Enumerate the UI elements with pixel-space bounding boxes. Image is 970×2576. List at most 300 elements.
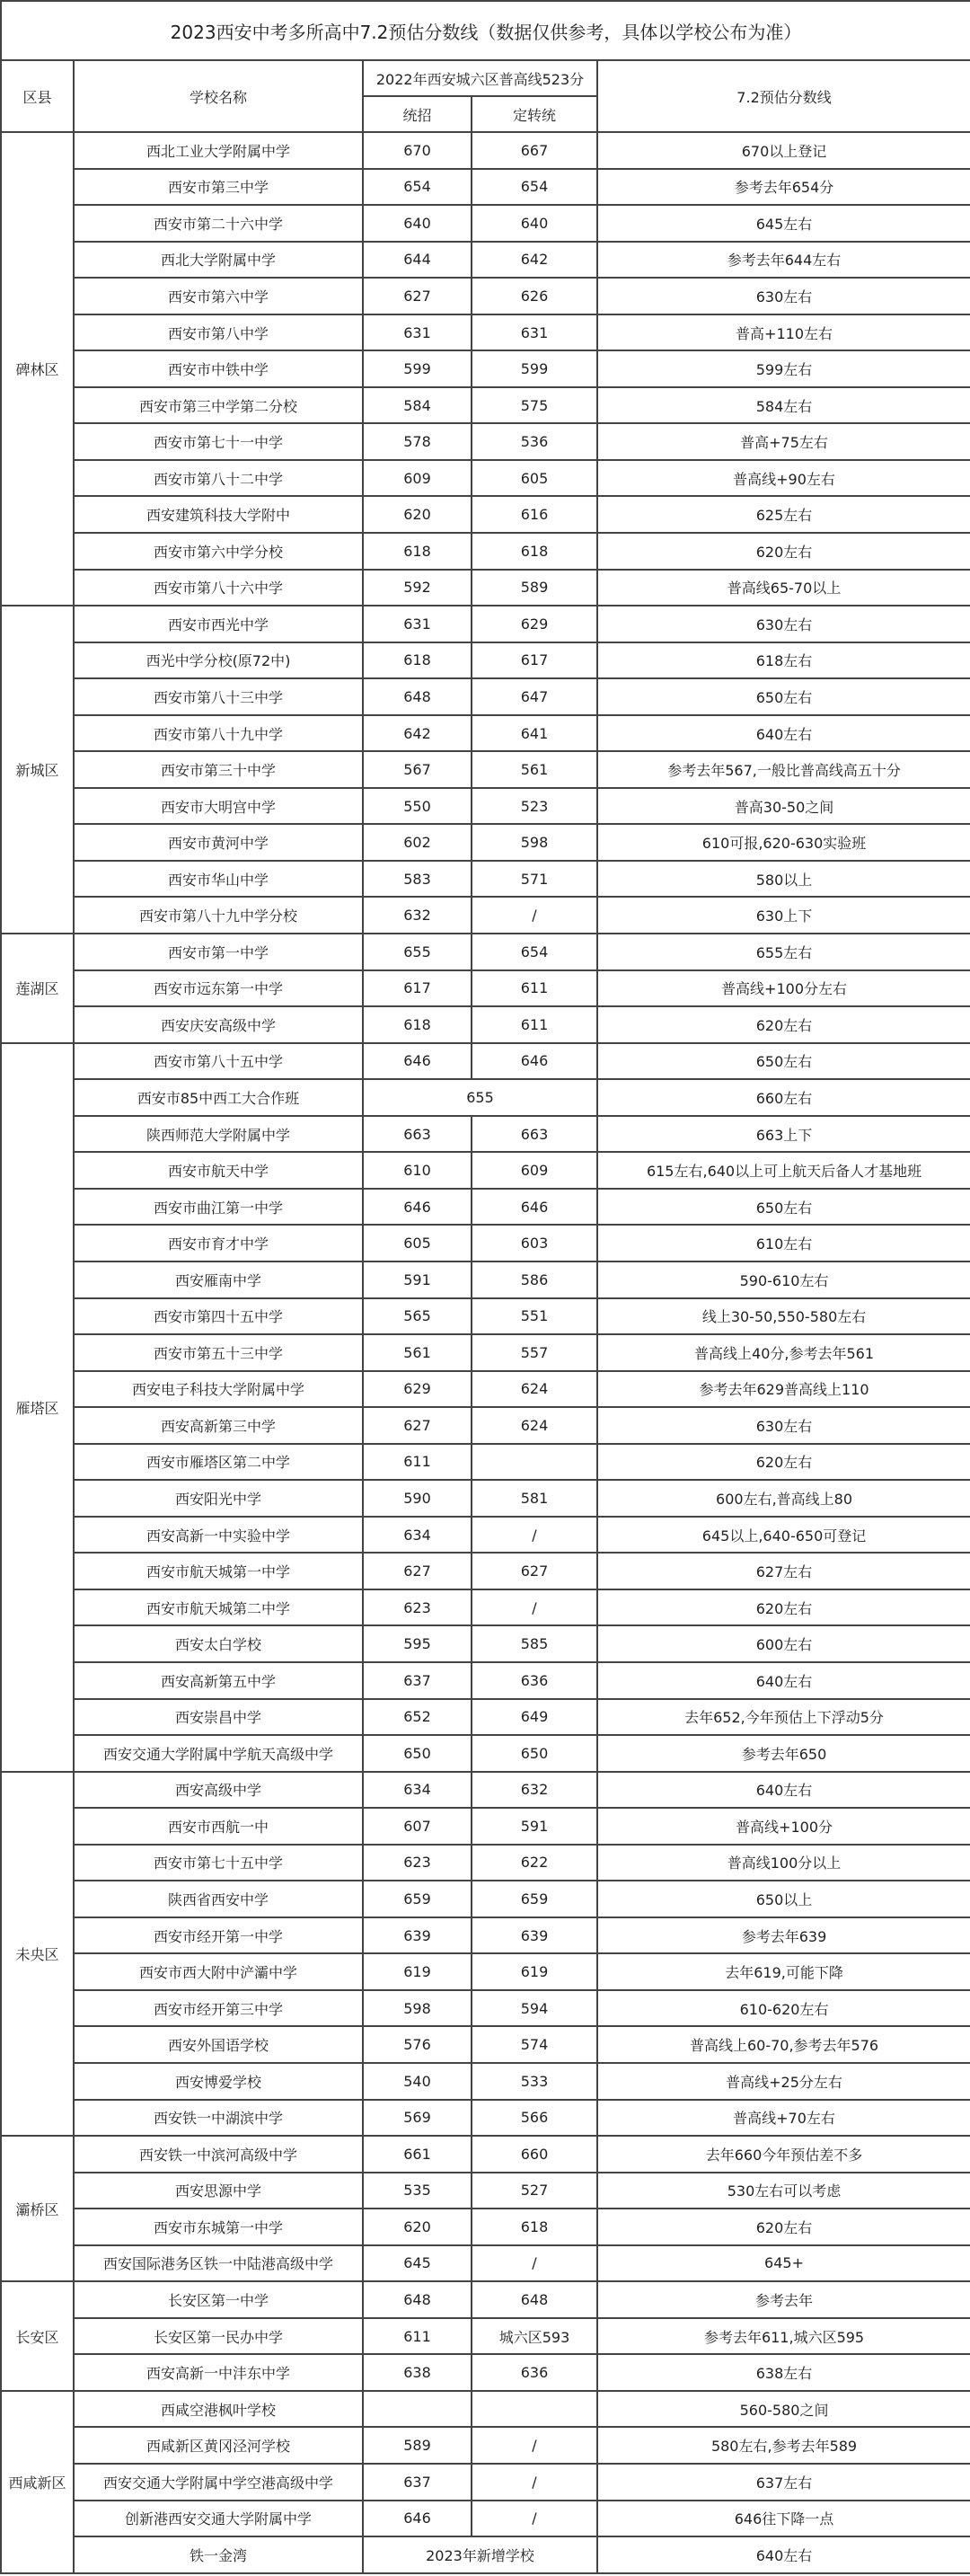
estimate-cell: 660左右	[597, 1079, 970, 1116]
school-name-cell: 西安电子科技大学附属中学	[74, 1371, 363, 1408]
tongzhao-cell: 578	[363, 423, 472, 460]
dingzhuantong-cell: 611	[472, 970, 597, 1007]
header-school: 学校名称	[74, 60, 363, 132]
school-name-cell: 西安高级中学	[74, 1772, 363, 1809]
dingzhuantong-cell: 575	[472, 387, 597, 424]
header-tongzhao: 统招	[363, 96, 472, 132]
school-name-cell: 西安交通大学附属中学空港高级中学	[74, 2464, 363, 2501]
estimate-cell: 580以上	[597, 861, 970, 898]
estimate-cell: 627左右	[597, 1553, 970, 1589]
estimate-cell: 655左右	[597, 934, 970, 970]
dingzhuantong-cell: 557	[472, 1334, 597, 1371]
tongzhao-cell: 632	[363, 897, 472, 934]
table-row	[1, 1480, 970, 1517]
estimate-cell: 630左右	[597, 278, 970, 314]
school-name-cell: 西安市第二十六中学	[74, 205, 363, 242]
table-row	[1, 460, 970, 497]
estimate-cell: 630左右	[597, 606, 970, 642]
table-row	[1, 2245, 970, 2282]
dingzhuantong-cell: 617	[472, 642, 597, 679]
estimate-cell: 去年619,可能下降	[597, 1953, 970, 1990]
dingzhuantong-cell: 533	[472, 2063, 597, 2100]
dingzhuantong-cell: 646	[472, 1189, 597, 1226]
estimate-cell: 630左右	[597, 1407, 970, 1444]
school-name-cell: 西安市西航一中	[74, 1808, 363, 1845]
district-cell: 长安区	[1, 2281, 74, 2391]
header-dingzhuantong: 定转统	[472, 96, 597, 132]
dingzhuantong-cell: 654	[472, 169, 597, 206]
tongzhao-cell: 611	[363, 1444, 472, 1481]
tongzhao-cell: 654	[363, 169, 472, 206]
estimate-cell: 参考去年	[597, 2281, 970, 2318]
table-row	[1, 1517, 970, 1554]
table-row	[1, 2100, 970, 2137]
table-row	[1, 570, 970, 606]
estimate-cell: 650左右	[597, 1043, 970, 1080]
school-name-cell: 铁一金湾	[74, 2536, 363, 2573]
table-row	[1, 1699, 970, 1736]
school-name-cell: 西安市第一中学	[74, 934, 363, 970]
estimate-cell: 560-580之间	[597, 2391, 970, 2428]
school-name-cell: 西安市航天城第二中学	[74, 1589, 363, 1626]
estimate-cell: 线上30-50,550-580左右	[597, 1298, 970, 1335]
dingzhuantong-cell: /	[472, 1589, 597, 1626]
tongzhao-cell: 561	[363, 1334, 472, 1371]
tongzhao-cell: 605	[363, 1225, 472, 1261]
tongzhao-cell: 609	[363, 460, 472, 497]
score-merged-cell: 655	[363, 1079, 597, 1116]
estimate-cell: 参考去年611,城六区595	[597, 2318, 970, 2355]
table-row	[1, 1043, 970, 1080]
tongzhao-cell: 618	[363, 642, 472, 679]
estimate-cell: 530左右可以考虑	[597, 2173, 970, 2209]
school-name-cell: 西安市第八十六中学	[74, 570, 363, 606]
table-row	[1, 533, 970, 570]
estimate-cell: 618左右	[597, 642, 970, 679]
dingzhuantong-cell: 527	[472, 2173, 597, 2209]
tongzhao-cell: 627	[363, 1407, 472, 1444]
estimate-cell: 600左右	[597, 1625, 970, 1662]
school-name-cell: 西安市经开第一中学	[74, 1917, 363, 1954]
dingzhuantong-cell: 609	[472, 1152, 597, 1189]
estimate-cell: 670以上登记	[597, 132, 970, 169]
estimate-cell: 640左右	[597, 2536, 970, 2573]
estimate-cell: 普高线上40分,参考去年561	[597, 1334, 970, 1371]
school-name-cell: 西咸空港枫叶学校	[74, 2391, 363, 2428]
school-name-cell: 西安市曲江第一中学	[74, 1189, 363, 1226]
tongzhao-cell: 629	[363, 1371, 472, 1408]
dingzhuantong-cell: 618	[472, 533, 597, 570]
table-row	[1, 1152, 970, 1189]
table-row	[1, 2536, 970, 2573]
school-name-cell: 西安外国语学校	[74, 2026, 363, 2063]
table-row	[1, 1334, 970, 1371]
dingzhuantong-cell: 616	[472, 496, 597, 533]
school-name-cell: 西安市大明宫中学	[74, 788, 363, 825]
dingzhuantong-cell: 627	[472, 1553, 597, 1589]
estimate-cell: 普高线65-70以上	[597, 570, 970, 606]
table-row	[1, 1116, 970, 1153]
school-name-cell: 西光中学分校(原72中)	[74, 642, 363, 679]
dingzhuantong-cell: 639	[472, 1917, 597, 1954]
tongzhao-cell: 650	[363, 1735, 472, 1772]
school-name-cell: 西安国际港务区铁一中陆港高级中学	[74, 2245, 363, 2282]
table-row	[1, 1990, 970, 2027]
tongzhao-cell: 659	[363, 1881, 472, 1917]
school-name-cell: 西安崇昌中学	[74, 1699, 363, 1736]
estimate-cell: 普高30-50之间	[597, 788, 970, 825]
dingzhuantong-cell: 618	[472, 2209, 597, 2245]
tongzhao-cell: 576	[363, 2026, 472, 2063]
tongzhao-cell: 619	[363, 1953, 472, 1990]
dingzhuantong-cell: 629	[472, 606, 597, 642]
district-cell: 未央区	[1, 1772, 74, 2136]
estimate-cell: 参考去年650	[597, 1735, 970, 1772]
tongzhao-cell: 627	[363, 278, 472, 314]
table-row	[1, 1917, 970, 1954]
header-estimate: 7.2预估分数线	[597, 60, 970, 132]
table-row	[1, 278, 970, 314]
table-row	[1, 1189, 970, 1226]
school-name-cell: 西安市远东第一中学	[74, 970, 363, 1007]
table-row	[1, 132, 970, 169]
dingzhuantong-cell: 591	[472, 1808, 597, 1845]
estimate-cell: 640左右	[597, 1662, 970, 1699]
table-row	[1, 2281, 970, 2318]
school-name-cell: 西安市中铁中学	[74, 350, 363, 387]
dingzhuantong-cell: 566	[472, 2100, 597, 2137]
tongzhao-cell: 592	[363, 570, 472, 606]
dingzhuantong-cell: 667	[472, 132, 597, 169]
table-row	[1, 2464, 970, 2501]
table-row	[1, 314, 970, 351]
estimate-cell: 普高线上60-70,参考去年576	[597, 2026, 970, 2063]
dingzhuantong-cell: 574	[472, 2026, 597, 2063]
table-row	[1, 2501, 970, 2537]
dingzhuantong-cell: 626	[472, 278, 597, 314]
estimate-cell: 620左右	[597, 1444, 970, 1481]
school-name-cell: 西安铁一中湖滨中学	[74, 2100, 363, 2137]
table-row	[1, 1407, 970, 1444]
school-name-cell: 西安庆安高级中学	[74, 1006, 363, 1043]
dingzhuantong-cell: 641	[472, 715, 597, 752]
school-name-cell: 西安市第五十三中学	[74, 1334, 363, 1371]
dingzhuantong-cell: 603	[472, 1225, 597, 1261]
table-row	[1, 2136, 970, 2173]
school-name-cell: 西安市第八中学	[74, 314, 363, 351]
estimate-cell: 638左右	[597, 2354, 970, 2391]
school-name-cell: 西安市第六中学分校	[74, 533, 363, 570]
school-name-cell: 西安雁南中学	[74, 1261, 363, 1298]
tongzhao-cell: 591	[363, 1261, 472, 1298]
table-row	[1, 788, 970, 825]
school-name-cell: 长安区第一民办中学	[74, 2318, 363, 2355]
tongzhao-cell: 618	[363, 533, 472, 570]
table-row	[1, 1953, 970, 1990]
estimate-cell: 去年652,今年预估上下浮动5分	[597, 1699, 970, 1736]
dingzhuantong-cell: 598	[472, 824, 597, 861]
estimate-cell: 去年660今年预估差不多	[597, 2136, 970, 2173]
school-name-cell: 西安市第八十二中学	[74, 460, 363, 497]
school-name-cell: 西安市第八十九中学	[74, 715, 363, 752]
estimate-cell: 普高线+90左右	[597, 460, 970, 497]
district-cell: 新城区	[1, 606, 74, 934]
table-row	[1, 205, 970, 242]
dingzhuantong-cell: /	[472, 897, 597, 934]
school-name-cell: 西安市第八十三中学	[74, 678, 363, 715]
tongzhao-cell: 535	[363, 2173, 472, 2209]
school-name-cell: 西咸新区黄冈泾河学校	[74, 2427, 363, 2464]
estimate-cell: 646往下降一点	[597, 2501, 970, 2537]
school-name-cell: 西安市西光中学	[74, 606, 363, 642]
school-name-cell: 陕西省西安中学	[74, 1881, 363, 1917]
school-name-cell: 西北大学附属中学	[74, 242, 363, 279]
dingzhuantong-cell: 631	[472, 314, 597, 351]
school-name-cell: 西安太白学校	[74, 1625, 363, 1662]
estimate-cell: 620左右	[597, 1006, 970, 1043]
score-merged-cell: 2023年新增学校	[363, 2536, 597, 2573]
school-name-cell: 西安高新第五中学	[74, 1662, 363, 1699]
tongzhao-cell: 599	[363, 350, 472, 387]
tongzhao-cell: 567	[363, 751, 472, 788]
table-row	[1, 970, 970, 1007]
estimate-cell: 645以上,640-650可登记	[597, 1517, 970, 1554]
estimate-cell: 650以上	[597, 1881, 970, 1917]
estimate-cell: 645左右	[597, 205, 970, 242]
table-row	[1, 1371, 970, 1408]
estimate-cell: 637左右	[597, 2464, 970, 2501]
tongzhao-cell: 607	[363, 1808, 472, 1845]
dingzhuantong-cell: 561	[472, 751, 597, 788]
estimate-cell: 610可报,620-630实验班	[597, 824, 970, 861]
tongzhao-cell: 618	[363, 1006, 472, 1043]
school-name-cell: 西安市育才中学	[74, 1225, 363, 1261]
school-name-cell: 长安区第一中学	[74, 2281, 363, 2318]
tongzhao-cell: 663	[363, 1116, 472, 1153]
table-row	[1, 387, 970, 424]
estimate-cell: 650左右	[597, 678, 970, 715]
estimate-cell: 590-610左右	[597, 1261, 970, 1298]
tongzhao-cell: 646	[363, 1043, 472, 1080]
tongzhao-cell: 670	[363, 132, 472, 169]
estimate-cell: 普高+110左右	[597, 314, 970, 351]
table-row	[1, 2026, 970, 2063]
dingzhuantong-cell: 城六区593	[472, 2318, 597, 2355]
estimate-cell: 620左右	[597, 533, 970, 570]
table-row	[1, 1589, 970, 1626]
school-name-cell: 西安市雁塔区第二中学	[74, 1444, 363, 1481]
table-row	[1, 642, 970, 679]
school-name-cell: 陕西师范大学附属中学	[74, 1116, 363, 1153]
school-name-cell: 西安铁一中滨河高级中学	[74, 2136, 363, 2173]
dingzhuantong-cell: 636	[472, 2354, 597, 2391]
tongzhao-cell: 623	[363, 1845, 472, 1881]
estimate-cell: 580左右,参考去年589	[597, 2427, 970, 2464]
tongzhao-cell: 590	[363, 1480, 472, 1517]
dingzhuantong-cell: 536	[472, 423, 597, 460]
school-name-cell: 西安高新一中沣东中学	[74, 2354, 363, 2391]
tongzhao-cell: 550	[363, 788, 472, 825]
tongzhao-cell: 642	[363, 715, 472, 752]
tongzhao-cell: 646	[363, 1189, 472, 1226]
estimate-cell: 620左右	[597, 2209, 970, 2245]
tongzhao-cell: 589	[363, 2427, 472, 2464]
table-row	[1, 751, 970, 788]
estimate-cell: 参考去年629普高线上110	[597, 1371, 970, 1408]
tongzhao-cell: 634	[363, 1517, 472, 1554]
dingzhuantong-cell: 523	[472, 788, 597, 825]
school-name-cell: 西安市航天中学	[74, 1152, 363, 1189]
estimate-cell: 普高线+100分	[597, 1808, 970, 1845]
school-name-cell: 西安市第六中学	[74, 278, 363, 314]
dingzhuantong-cell	[472, 2391, 597, 2428]
estimate-cell: 600左右,普高线上80	[597, 1480, 970, 1517]
tongzhao-cell: 617	[363, 970, 472, 1007]
dingzhuantong-cell: 581	[472, 1480, 597, 1517]
estimate-cell: 参考去年639	[597, 1917, 970, 1954]
estimate-cell: 参考去年654分	[597, 169, 970, 206]
dingzhuantong-cell: 648	[472, 2281, 597, 2318]
table-row	[1, 1298, 970, 1335]
table-row	[1, 1553, 970, 1589]
table-row	[1, 2173, 970, 2209]
school-name-cell: 西北工业大学附属中学	[74, 132, 363, 169]
tongzhao-cell: 661	[363, 2136, 472, 2173]
tongzhao-cell: 634	[363, 1772, 472, 1809]
estimate-cell: 普高线+100分左右	[597, 970, 970, 1007]
dingzhuantong-cell: 586	[472, 1261, 597, 1298]
tongzhao-cell: 637	[363, 2464, 472, 2501]
school-name-cell: 西安高新一中实验中学	[74, 1517, 363, 1554]
tongzhao-cell: 598	[363, 1990, 472, 2027]
district-cell: 碑林区	[1, 132, 74, 606]
tongzhao-cell: 652	[363, 1699, 472, 1736]
estimate-cell: 610左右	[597, 1225, 970, 1261]
tongzhao-cell: 637	[363, 1662, 472, 1699]
dingzhuantong-cell: /	[472, 2245, 597, 2282]
table-row	[1, 2318, 970, 2355]
table-row	[1, 1261, 970, 1298]
school-name-cell: 西安市经开第三中学	[74, 1990, 363, 2027]
district-cell: 雁塔区	[1, 1043, 74, 1772]
school-name-cell: 西安博爱学校	[74, 2063, 363, 2100]
school-name-cell: 西安交通大学附属中学航天高级中学	[74, 1735, 363, 1772]
table-row	[1, 2354, 970, 2391]
school-name-cell: 西安高新第三中学	[74, 1407, 363, 1444]
estimate-cell: 640左右	[597, 715, 970, 752]
table-row	[1, 242, 970, 279]
tongzhao-cell: 610	[363, 1152, 472, 1189]
estimate-cell: 599左右	[597, 350, 970, 387]
dingzhuantong-cell	[472, 1444, 597, 1481]
tongzhao-cell: 565	[363, 1298, 472, 1335]
table-row	[1, 2063, 970, 2100]
page-title: 2023西安中考多所高中7.2预估分数线（数据仅供参考，具体以学校公布为准）	[1, 1, 970, 60]
table-row	[1, 1662, 970, 1699]
dingzhuantong-cell: 585	[472, 1625, 597, 1662]
dingzhuantong-cell: 642	[472, 242, 597, 279]
header-district: 区县	[1, 60, 74, 132]
dingzhuantong-cell: /	[472, 2501, 597, 2537]
school-name-cell: 创新港西安交通大学附属中学	[74, 2501, 363, 2537]
table-row	[1, 2209, 970, 2245]
school-name-cell: 西安市东城第一中学	[74, 2209, 363, 2245]
dingzhuantong-cell: 599	[472, 350, 597, 387]
school-name-cell: 西安市华山中学	[74, 861, 363, 898]
table-row	[1, 1444, 970, 1481]
estimate-cell: 620左右	[597, 1589, 970, 1626]
school-name-cell: 西安建筑科技大学附中	[74, 496, 363, 533]
tongzhao-cell: 620	[363, 2209, 472, 2245]
estimate-cell: 参考去年567,一般比普高线高五十分	[597, 751, 970, 788]
school-name-cell: 西安市85中西工大合作班	[74, 1079, 363, 1116]
table-row	[1, 2391, 970, 2428]
dingzhuantong-cell: 611	[472, 1006, 597, 1043]
school-name-cell: 西安市第八十九中学分校	[74, 897, 363, 934]
dingzhuantong-cell: /	[472, 1517, 597, 1554]
school-name-cell: 西安市第三十中学	[74, 751, 363, 788]
estimate-cell: 625左右	[597, 496, 970, 533]
table-row	[1, 496, 970, 533]
school-name-cell: 西安思源中学	[74, 2173, 363, 2209]
dingzhuantong-cell: 663	[472, 1116, 597, 1153]
table-row	[1, 934, 970, 970]
table-row	[1, 897, 970, 934]
tongzhao-cell: 631	[363, 314, 472, 351]
table-row	[1, 1808, 970, 1845]
dingzhuantong-cell: 650	[472, 1735, 597, 1772]
tongzhao-cell: 644	[363, 242, 472, 279]
tongzhao-cell: 595	[363, 1625, 472, 1662]
tongzhao-cell: 623	[363, 1589, 472, 1626]
table-row	[1, 678, 970, 715]
tongzhao-cell: 569	[363, 2100, 472, 2137]
dingzhuantong-cell: 605	[472, 460, 597, 497]
school-name-cell: 西安市第三中学第二分校	[74, 387, 363, 424]
table-row	[1, 1772, 970, 1809]
dingzhuantong-cell: 589	[472, 570, 597, 606]
table-row	[1, 2427, 970, 2464]
dingzhuantong-cell: 619	[472, 1953, 597, 1990]
dingzhuantong-cell: 646	[472, 1043, 597, 1080]
dingzhuantong-cell: 624	[472, 1371, 597, 1408]
table-row	[1, 1006, 970, 1043]
tongzhao-cell: 646	[363, 2501, 472, 2537]
estimate-cell: 参考去年644左右	[597, 242, 970, 279]
tongzhao-cell: 583	[363, 861, 472, 898]
dingzhuantong-cell: 622	[472, 1845, 597, 1881]
estimate-cell: 640左右	[597, 1772, 970, 1809]
school-name-cell: 西安市第七十五中学	[74, 1845, 363, 1881]
dingzhuantong-cell: 594	[472, 1990, 597, 2027]
estimate-cell: 普高线+70左右	[597, 2100, 970, 2137]
table-row	[1, 715, 970, 752]
tongzhao-cell: 620	[363, 496, 472, 533]
estimate-cell: 615左右,640以上可上航天后备人才基地班	[597, 1152, 970, 1189]
dingzhuantong-cell: 632	[472, 1772, 597, 1809]
tongzhao-cell: 540	[363, 2063, 472, 2100]
table-row	[1, 1225, 970, 1261]
table-row	[1, 606, 970, 642]
tongzhao-cell: 631	[363, 606, 472, 642]
district-cell: 西咸新区	[1, 2391, 74, 2573]
school-name-cell: 西安市西大附中浐灞中学	[74, 1953, 363, 1990]
district-cell: 灞桥区	[1, 2136, 74, 2281]
table-row	[1, 1845, 970, 1881]
table-row	[1, 169, 970, 206]
dingzhuantong-cell: 654	[472, 934, 597, 970]
school-name-cell: 西安市黄河中学	[74, 824, 363, 861]
